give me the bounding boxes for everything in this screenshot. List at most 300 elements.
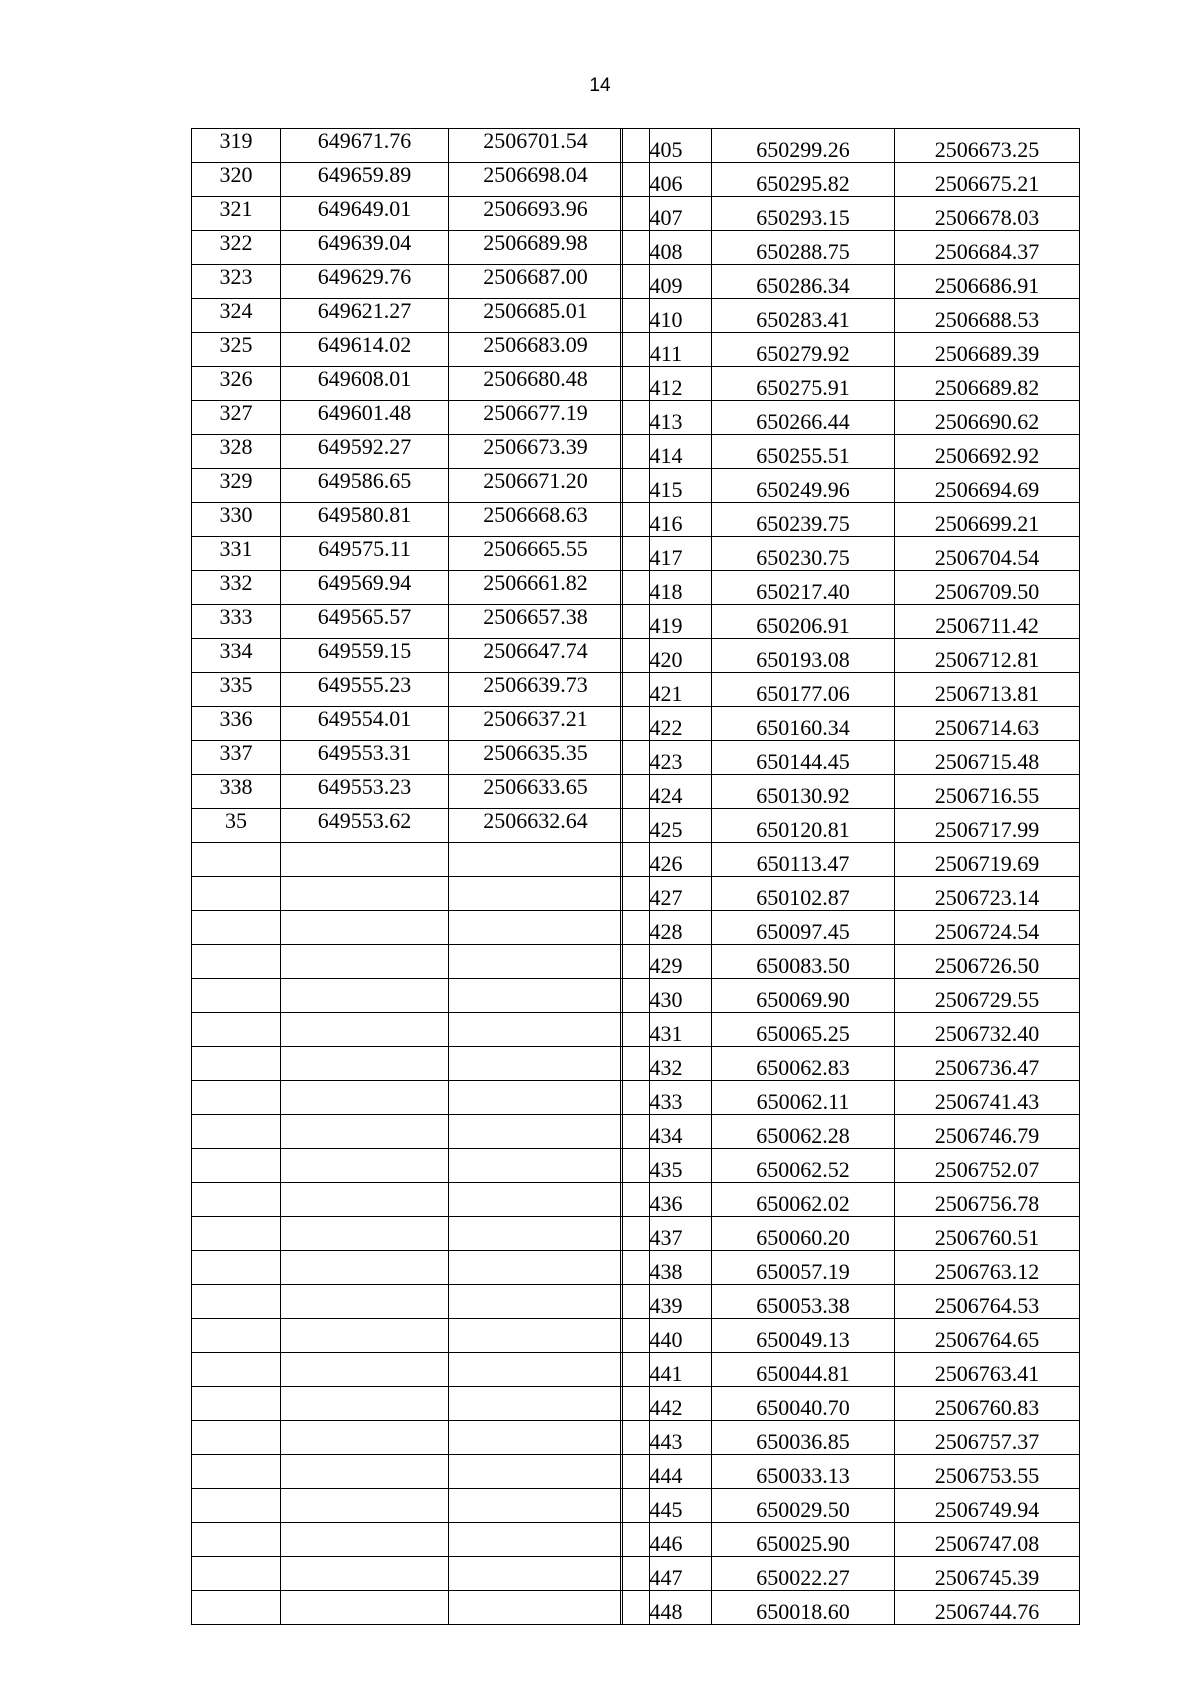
x-coordinate-cell: 649671.76 bbox=[281, 129, 449, 163]
point-number-cell: 336 bbox=[192, 707, 281, 741]
table-row bbox=[192, 435, 650, 469]
table-row bbox=[621, 1047, 1080, 1081]
y-coordinate-cell: 2506760.83 bbox=[895, 1387, 1080, 1421]
point-number-cell: 421 bbox=[621, 673, 712, 707]
point-number-cell bbox=[192, 1523, 281, 1557]
y-coordinate-cell: 2506753.55 bbox=[895, 1455, 1080, 1489]
table-row bbox=[621, 197, 1080, 231]
table-row bbox=[621, 1319, 1080, 1353]
x-coordinate-cell bbox=[281, 1387, 449, 1421]
x-coordinate-cell: 649629.76 bbox=[281, 265, 449, 299]
y-coordinate-cell: 2506712.81 bbox=[895, 639, 1080, 673]
y-coordinate-cell: 2506686.91 bbox=[895, 265, 1080, 299]
y-coordinate-cell: 2506732.40 bbox=[895, 1013, 1080, 1047]
y-coordinate-cell: 2506752.07 bbox=[895, 1149, 1080, 1183]
y-coordinate-cell bbox=[449, 1047, 623, 1081]
table-row bbox=[192, 639, 650, 673]
table-row bbox=[192, 605, 650, 639]
x-coordinate-cell: 649554.01 bbox=[281, 707, 449, 741]
point-number-cell: 337 bbox=[192, 741, 281, 775]
point-number-cell: 434 bbox=[621, 1115, 712, 1149]
table-row bbox=[192, 1251, 650, 1285]
x-coordinate-cell: 649601.48 bbox=[281, 401, 449, 435]
point-number-cell: 410 bbox=[621, 299, 712, 333]
x-coordinate-cell bbox=[281, 1285, 449, 1319]
table-row bbox=[621, 537, 1080, 571]
y-coordinate-cell bbox=[449, 1081, 623, 1115]
point-number-cell: 405 bbox=[621, 129, 712, 163]
table-row bbox=[621, 469, 1080, 503]
table-row bbox=[192, 1149, 650, 1183]
y-coordinate-cell: 2506709.50 bbox=[895, 571, 1080, 605]
table-row bbox=[192, 333, 650, 367]
point-number-cell: 334 bbox=[192, 639, 281, 673]
x-coordinate-cell: 650069.90 bbox=[712, 979, 895, 1013]
x-coordinate-cell bbox=[281, 1047, 449, 1081]
y-coordinate-cell bbox=[449, 1149, 623, 1183]
y-coordinate-cell: 2506744.76 bbox=[895, 1591, 1080, 1625]
x-coordinate-cell bbox=[281, 843, 449, 877]
table-row bbox=[192, 163, 650, 197]
y-coordinate-cell: 2506632.64 bbox=[449, 809, 623, 843]
x-coordinate-cell: 650293.15 bbox=[712, 197, 895, 231]
x-coordinate-cell: 650130.92 bbox=[712, 775, 895, 809]
y-coordinate-cell: 2506675.21 bbox=[895, 163, 1080, 197]
x-coordinate-cell bbox=[281, 1455, 449, 1489]
point-number-cell: 441 bbox=[621, 1353, 712, 1387]
x-coordinate-cell: 650286.34 bbox=[712, 265, 895, 299]
point-number-cell: 429 bbox=[621, 945, 712, 979]
x-coordinate-cell: 649565.57 bbox=[281, 605, 449, 639]
point-number-cell bbox=[192, 1251, 281, 1285]
point-number-cell: 428 bbox=[621, 911, 712, 945]
point-number-cell: 416 bbox=[621, 503, 712, 537]
table-row bbox=[621, 1081, 1080, 1115]
x-coordinate-cell bbox=[281, 911, 449, 945]
table-row bbox=[621, 1183, 1080, 1217]
point-number-cell: 330 bbox=[192, 503, 281, 537]
y-coordinate-cell: 2506760.51 bbox=[895, 1217, 1080, 1251]
table-row bbox=[192, 775, 650, 809]
y-coordinate-cell: 2506745.39 bbox=[895, 1557, 1080, 1591]
table-row bbox=[192, 367, 650, 401]
point-number-cell: 409 bbox=[621, 265, 712, 299]
point-number-cell bbox=[192, 1217, 281, 1251]
table-row bbox=[621, 979, 1080, 1013]
x-coordinate-cell: 649586.65 bbox=[281, 469, 449, 503]
x-coordinate-cell: 650053.38 bbox=[712, 1285, 895, 1319]
point-number-cell: 443 bbox=[621, 1421, 712, 1455]
x-coordinate-cell: 649553.31 bbox=[281, 741, 449, 775]
table-row bbox=[192, 1557, 650, 1591]
x-coordinate-cell: 650275.91 bbox=[712, 367, 895, 401]
x-coordinate-cell: 649555.23 bbox=[281, 673, 449, 707]
y-coordinate-cell: 2506693.96 bbox=[449, 197, 623, 231]
x-coordinate-cell bbox=[281, 1489, 449, 1523]
table-row bbox=[621, 1285, 1080, 1319]
y-coordinate-cell: 2506639.73 bbox=[449, 673, 623, 707]
x-coordinate-cell: 649659.89 bbox=[281, 163, 449, 197]
y-coordinate-cell: 2506747.08 bbox=[895, 1523, 1080, 1557]
table-row bbox=[621, 1353, 1080, 1387]
point-number-cell bbox=[192, 1115, 281, 1149]
x-coordinate-cell bbox=[281, 1217, 449, 1251]
point-number-cell: 424 bbox=[621, 775, 712, 809]
y-coordinate-cell bbox=[449, 911, 623, 945]
point-number-cell: 442 bbox=[621, 1387, 712, 1421]
x-coordinate-cell bbox=[281, 1319, 449, 1353]
table-row bbox=[192, 1013, 650, 1047]
table-row bbox=[192, 741, 650, 775]
y-coordinate-cell: 2506661.82 bbox=[449, 571, 623, 605]
point-number-cell: 322 bbox=[192, 231, 281, 265]
y-coordinate-cell bbox=[449, 945, 623, 979]
point-number-cell: 413 bbox=[621, 401, 712, 435]
y-coordinate-cell bbox=[449, 1183, 623, 1217]
y-coordinate-cell: 2506699.21 bbox=[895, 503, 1080, 537]
x-coordinate-cell bbox=[281, 1353, 449, 1387]
point-number-cell: 426 bbox=[621, 843, 712, 877]
y-coordinate-cell bbox=[449, 1217, 623, 1251]
x-coordinate-cell: 650249.96 bbox=[712, 469, 895, 503]
x-coordinate-cell: 650144.45 bbox=[712, 741, 895, 775]
point-number-cell bbox=[192, 1591, 281, 1625]
x-coordinate-cell: 650029.50 bbox=[712, 1489, 895, 1523]
y-coordinate-cell: 2506717.99 bbox=[895, 809, 1080, 843]
x-coordinate-cell bbox=[281, 877, 449, 911]
table-row bbox=[192, 911, 650, 945]
y-coordinate-cell: 2506726.50 bbox=[895, 945, 1080, 979]
x-coordinate-cell: 650283.41 bbox=[712, 299, 895, 333]
point-number-cell: 414 bbox=[621, 435, 712, 469]
table-row bbox=[621, 367, 1080, 401]
x-coordinate-cell: 649649.01 bbox=[281, 197, 449, 231]
x-coordinate-cell bbox=[281, 1557, 449, 1591]
y-coordinate-cell: 2506711.42 bbox=[895, 605, 1080, 639]
table-row bbox=[621, 877, 1080, 911]
point-number-cell bbox=[192, 1149, 281, 1183]
point-number-cell: 430 bbox=[621, 979, 712, 1013]
point-number-cell: 420 bbox=[621, 639, 712, 673]
y-coordinate-cell: 2506749.94 bbox=[895, 1489, 1080, 1523]
point-number-cell: 328 bbox=[192, 435, 281, 469]
y-coordinate-cell: 2506729.55 bbox=[895, 979, 1080, 1013]
left-table-body bbox=[192, 129, 650, 1625]
point-number-cell: 407 bbox=[621, 197, 712, 231]
point-number-cell: 435 bbox=[621, 1149, 712, 1183]
y-coordinate-cell: 2506633.65 bbox=[449, 775, 623, 809]
x-coordinate-cell: 649592.27 bbox=[281, 435, 449, 469]
x-coordinate-cell: 650299.26 bbox=[712, 129, 895, 163]
point-number-cell: 335 bbox=[192, 673, 281, 707]
table-row bbox=[192, 1319, 650, 1353]
point-number-cell: 321 bbox=[192, 197, 281, 231]
x-coordinate-cell: 650217.40 bbox=[712, 571, 895, 605]
y-coordinate-cell bbox=[449, 1319, 623, 1353]
point-number-cell: 440 bbox=[621, 1319, 712, 1353]
y-coordinate-cell: 2506689.39 bbox=[895, 333, 1080, 367]
point-number-cell bbox=[192, 1081, 281, 1115]
table-row bbox=[621, 1115, 1080, 1149]
x-coordinate-cell: 650193.08 bbox=[712, 639, 895, 673]
point-number-cell: 408 bbox=[621, 231, 712, 265]
table-row bbox=[621, 775, 1080, 809]
x-coordinate-cell: 650057.19 bbox=[712, 1251, 895, 1285]
y-coordinate-cell: 2506673.39 bbox=[449, 435, 623, 469]
table-row bbox=[621, 129, 1080, 163]
point-number-cell: 412 bbox=[621, 367, 712, 401]
table-row bbox=[621, 299, 1080, 333]
y-coordinate-cell bbox=[449, 877, 623, 911]
x-coordinate-cell: 650288.75 bbox=[712, 231, 895, 265]
x-coordinate-cell: 650062.28 bbox=[712, 1115, 895, 1149]
x-coordinate-cell bbox=[281, 1591, 449, 1625]
y-coordinate-cell bbox=[449, 1455, 623, 1489]
coordinate-table-left bbox=[191, 128, 650, 1625]
x-coordinate-cell: 650266.44 bbox=[712, 401, 895, 435]
x-coordinate-cell: 650097.45 bbox=[712, 911, 895, 945]
table-row bbox=[192, 537, 650, 571]
table-row bbox=[621, 1523, 1080, 1557]
x-coordinate-cell: 650062.02 bbox=[712, 1183, 895, 1217]
x-coordinate-cell: 650065.25 bbox=[712, 1013, 895, 1047]
y-coordinate-cell: 2506677.19 bbox=[449, 401, 623, 435]
x-coordinate-cell: 649569.94 bbox=[281, 571, 449, 605]
table-row bbox=[192, 1353, 650, 1387]
point-number-cell: 423 bbox=[621, 741, 712, 775]
point-number-cell bbox=[192, 877, 281, 911]
y-coordinate-cell: 2506687.00 bbox=[449, 265, 623, 299]
table-row bbox=[621, 401, 1080, 435]
y-coordinate-cell: 2506689.98 bbox=[449, 231, 623, 265]
point-number-cell: 329 bbox=[192, 469, 281, 503]
y-coordinate-cell: 2506719.69 bbox=[895, 843, 1080, 877]
y-coordinate-cell: 2506668.63 bbox=[449, 503, 623, 537]
x-coordinate-cell bbox=[281, 1115, 449, 1149]
x-coordinate-cell: 650062.52 bbox=[712, 1149, 895, 1183]
y-coordinate-cell: 2506715.48 bbox=[895, 741, 1080, 775]
table-row bbox=[192, 571, 650, 605]
y-coordinate-cell: 2506741.43 bbox=[895, 1081, 1080, 1115]
table-row bbox=[192, 1489, 650, 1523]
x-coordinate-cell bbox=[281, 1421, 449, 1455]
x-coordinate-cell: 650033.13 bbox=[712, 1455, 895, 1489]
y-coordinate-cell bbox=[449, 1523, 623, 1557]
point-number-cell: 446 bbox=[621, 1523, 712, 1557]
x-coordinate-cell: 649621.27 bbox=[281, 299, 449, 333]
table-row bbox=[192, 809, 650, 843]
y-coordinate-cell: 2506689.82 bbox=[895, 367, 1080, 401]
table-row bbox=[621, 1217, 1080, 1251]
table-row bbox=[192, 129, 650, 163]
point-number-cell bbox=[192, 911, 281, 945]
point-number-cell bbox=[192, 1387, 281, 1421]
y-coordinate-cell: 2506637.21 bbox=[449, 707, 623, 741]
y-coordinate-cell: 2506723.14 bbox=[895, 877, 1080, 911]
y-coordinate-cell bbox=[449, 1251, 623, 1285]
point-number-cell bbox=[192, 1557, 281, 1591]
table-row bbox=[192, 1047, 650, 1081]
point-number-cell: 438 bbox=[621, 1251, 712, 1285]
table-row bbox=[192, 469, 650, 503]
table-row bbox=[621, 333, 1080, 367]
point-number-cell: 324 bbox=[192, 299, 281, 333]
y-coordinate-cell: 2506724.54 bbox=[895, 911, 1080, 945]
table-row bbox=[621, 809, 1080, 843]
table-row bbox=[621, 265, 1080, 299]
table-row bbox=[192, 265, 650, 299]
table-row bbox=[192, 945, 650, 979]
x-coordinate-cell bbox=[281, 979, 449, 1013]
x-coordinate-cell bbox=[281, 1013, 449, 1047]
x-coordinate-cell: 650113.47 bbox=[712, 843, 895, 877]
point-number-cell: 432 bbox=[621, 1047, 712, 1081]
table-row bbox=[192, 1523, 650, 1557]
y-coordinate-cell: 2506692.92 bbox=[895, 435, 1080, 469]
x-coordinate-cell: 650279.92 bbox=[712, 333, 895, 367]
point-number-cell: 332 bbox=[192, 571, 281, 605]
point-number-cell: 425 bbox=[621, 809, 712, 843]
table-row bbox=[621, 571, 1080, 605]
point-number-cell: 444 bbox=[621, 1455, 712, 1489]
table-row bbox=[621, 843, 1080, 877]
y-coordinate-cell: 2506657.38 bbox=[449, 605, 623, 639]
x-coordinate-cell: 650025.90 bbox=[712, 1523, 895, 1557]
point-number-cell bbox=[192, 1489, 281, 1523]
y-coordinate-cell: 2506688.53 bbox=[895, 299, 1080, 333]
point-number-cell bbox=[192, 1183, 281, 1217]
y-coordinate-cell: 2506704.54 bbox=[895, 537, 1080, 571]
point-number-cell bbox=[192, 945, 281, 979]
x-coordinate-cell: 650062.11 bbox=[712, 1081, 895, 1115]
y-coordinate-cell bbox=[449, 1387, 623, 1421]
y-coordinate-cell: 2506685.01 bbox=[449, 299, 623, 333]
y-coordinate-cell bbox=[449, 1591, 623, 1625]
table-row bbox=[621, 1013, 1080, 1047]
y-coordinate-cell bbox=[449, 1421, 623, 1455]
point-number-cell: 320 bbox=[192, 163, 281, 197]
y-coordinate-cell bbox=[449, 1353, 623, 1387]
point-number-cell bbox=[192, 1421, 281, 1455]
x-coordinate-cell: 650177.06 bbox=[712, 673, 895, 707]
table-row bbox=[621, 741, 1080, 775]
table-row bbox=[621, 435, 1080, 469]
point-number-cell: 422 bbox=[621, 707, 712, 741]
table-row bbox=[621, 945, 1080, 979]
table-row bbox=[621, 1489, 1080, 1523]
table-row bbox=[192, 1081, 650, 1115]
y-coordinate-cell: 2506680.48 bbox=[449, 367, 623, 401]
y-coordinate-cell: 2506763.41 bbox=[895, 1353, 1080, 1387]
point-number-cell bbox=[192, 1285, 281, 1319]
table-row bbox=[192, 503, 650, 537]
table-row bbox=[192, 979, 650, 1013]
x-coordinate-cell bbox=[281, 1183, 449, 1217]
x-coordinate-cell: 650083.50 bbox=[712, 945, 895, 979]
point-number-cell: 445 bbox=[621, 1489, 712, 1523]
y-coordinate-cell bbox=[449, 1115, 623, 1149]
point-number-cell: 448 bbox=[621, 1591, 712, 1625]
x-coordinate-cell: 649575.11 bbox=[281, 537, 449, 571]
point-number-cell bbox=[192, 1353, 281, 1387]
y-coordinate-cell: 2506764.53 bbox=[895, 1285, 1080, 1319]
point-number-cell: 431 bbox=[621, 1013, 712, 1047]
x-coordinate-cell bbox=[281, 945, 449, 979]
point-number-cell bbox=[192, 1013, 281, 1047]
x-coordinate-cell bbox=[281, 1081, 449, 1115]
table-row bbox=[192, 299, 650, 333]
table-row bbox=[192, 231, 650, 265]
x-coordinate-cell: 649580.81 bbox=[281, 503, 449, 537]
y-coordinate-cell: 2506690.62 bbox=[895, 401, 1080, 435]
x-coordinate-cell: 650206.91 bbox=[712, 605, 895, 639]
point-number-cell: 327 bbox=[192, 401, 281, 435]
y-coordinate-cell: 2506678.03 bbox=[895, 197, 1080, 231]
point-number-cell: 323 bbox=[192, 265, 281, 299]
point-number-cell: 326 bbox=[192, 367, 281, 401]
table-row bbox=[192, 673, 650, 707]
x-coordinate-cell: 650230.75 bbox=[712, 537, 895, 571]
point-number-cell: 325 bbox=[192, 333, 281, 367]
table-row bbox=[192, 1285, 650, 1319]
y-coordinate-cell: 2506635.35 bbox=[449, 741, 623, 775]
y-coordinate-cell: 2506764.65 bbox=[895, 1319, 1080, 1353]
table-row bbox=[192, 877, 650, 911]
x-coordinate-cell: 649608.01 bbox=[281, 367, 449, 401]
table-row bbox=[621, 1557, 1080, 1591]
x-coordinate-cell bbox=[281, 1251, 449, 1285]
x-coordinate-cell: 649553.62 bbox=[281, 809, 449, 843]
table-row bbox=[621, 1251, 1080, 1285]
table-row bbox=[621, 707, 1080, 741]
table-row bbox=[621, 1421, 1080, 1455]
point-number-cell: 418 bbox=[621, 571, 712, 605]
point-number-cell: 433 bbox=[621, 1081, 712, 1115]
point-number-cell: 427 bbox=[621, 877, 712, 911]
point-number-cell bbox=[192, 1319, 281, 1353]
x-coordinate-cell: 650160.34 bbox=[712, 707, 895, 741]
y-coordinate-cell: 2506746.79 bbox=[895, 1115, 1080, 1149]
x-coordinate-cell bbox=[281, 1149, 449, 1183]
y-coordinate-cell: 2506671.20 bbox=[449, 469, 623, 503]
x-coordinate-cell: 650040.70 bbox=[712, 1387, 895, 1421]
y-coordinate-cell: 2506757.37 bbox=[895, 1421, 1080, 1455]
point-number-cell: 447 bbox=[621, 1557, 712, 1591]
point-number-cell: 35 bbox=[192, 809, 281, 843]
table-row bbox=[621, 1455, 1080, 1489]
table-row bbox=[621, 1149, 1080, 1183]
point-number-cell: 437 bbox=[621, 1217, 712, 1251]
coordinate-table-right bbox=[620, 128, 1080, 1625]
table-row bbox=[192, 1421, 650, 1455]
y-coordinate-cell: 2506694.69 bbox=[895, 469, 1080, 503]
y-coordinate-cell: 2506683.09 bbox=[449, 333, 623, 367]
point-number-cell: 419 bbox=[621, 605, 712, 639]
table-row bbox=[621, 673, 1080, 707]
x-coordinate-cell: 649559.15 bbox=[281, 639, 449, 673]
table-row bbox=[621, 503, 1080, 537]
x-coordinate-cell: 649614.02 bbox=[281, 333, 449, 367]
x-coordinate-cell: 650295.82 bbox=[712, 163, 895, 197]
x-coordinate-cell: 650036.85 bbox=[712, 1421, 895, 1455]
table-row bbox=[621, 163, 1080, 197]
table-row bbox=[621, 605, 1080, 639]
y-coordinate-cell bbox=[449, 1489, 623, 1523]
x-coordinate-cell: 650102.87 bbox=[712, 877, 895, 911]
table-row bbox=[192, 1591, 650, 1625]
table-row bbox=[192, 1115, 650, 1149]
y-coordinate-cell: 2506736.47 bbox=[895, 1047, 1080, 1081]
